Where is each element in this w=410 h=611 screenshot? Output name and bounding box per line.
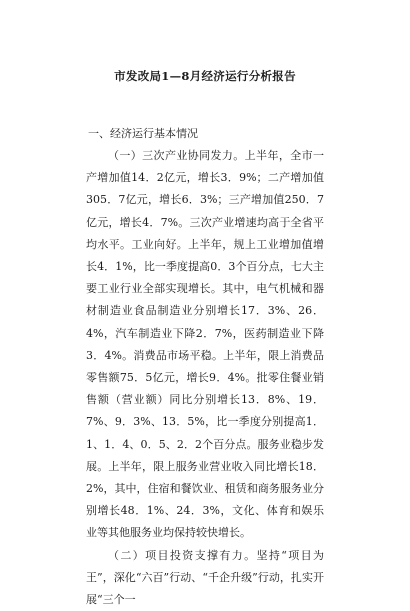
section-heading: 一、经济运行基本情况 — [88, 127, 198, 140]
title-spacer — [0, 84, 410, 126]
paragraph-investment: （二）项目投资支撑有力。坚持“项目为王”，深化“六百”行动、“千企升级”行动，扎实开展“三个一 — [86, 548, 324, 607]
paragraph-industry: （一）三次产业协同发力。上半年，全市一产增加值14．2亿元，增长3．9%；二产增加值305．7亿元，增长6．3%；三产增加值250．7亿元，增长4．7%。三次产业增速均高于全省平均水平。工业向好。上半年，规上工业增加值增长4．1%，比一季度提高0．3个百分点，七大主要工业行业全部实现增长。其中，电气机械和器材制造业食品制造业分别增长17．3%、26．4%，汽车制造业下降2．7%，医药制造业下降3．4%。消费品市场平稳。上半年，限上消费品零售额75．5亿元，增长9．4%。批零住餐业销售额（营业额）同比分别增长13．8%、19．7%、9．3%、13．5%，比一季度分别提高1．1、1．4、0．5、2．2个百分点。服务业稳步发展。上半年，限上服务业营业收入同比增长18．2%，其中，住宿和餐饮业、租赁和商务服务业分别增长48．1%、24．3%，文化、体育和娱乐业等其他服务业均保持较快增长。 — [86, 149, 324, 540]
document-title: 市发改局1—8月经济运行分析报告 — [114, 69, 296, 83]
